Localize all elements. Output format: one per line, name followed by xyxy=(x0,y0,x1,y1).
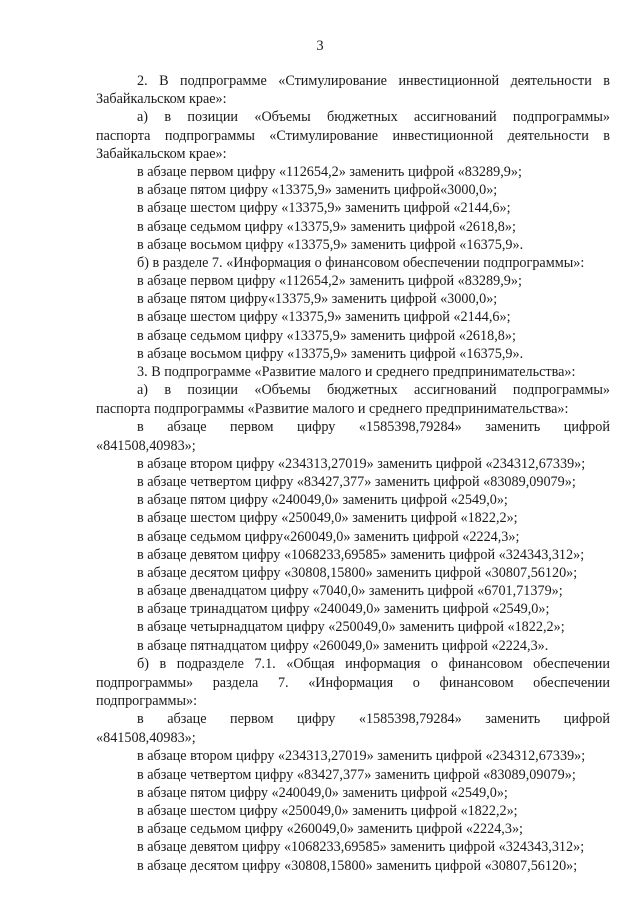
word: в xyxy=(159,655,167,672)
word: «Общая xyxy=(286,655,335,672)
word: «1585398,79284» xyxy=(358,711,462,728)
word: в xyxy=(137,711,144,728)
text-line xyxy=(0,308,640,326)
line-text: Забайкальском крае»: xyxy=(96,91,227,108)
word: ассигнований xyxy=(413,382,497,399)
word: заменить xyxy=(485,419,541,436)
page-number: 3 xyxy=(316,38,324,54)
line-text: в абзаце тринадцатом цифру «240049,0» заменить цифрой «2549,0»; xyxy=(137,601,550,618)
text-line xyxy=(0,400,640,418)
line-text: в абзаце седьмом цифру«260049,0» заменить цифрой «2224,3»; xyxy=(137,528,520,545)
text-line xyxy=(0,145,640,163)
word: цифрой xyxy=(563,711,610,728)
text-line xyxy=(0,327,640,345)
word: в xyxy=(164,109,172,126)
text-line xyxy=(0,254,640,272)
word: подпрограммы xyxy=(164,127,255,144)
text-line xyxy=(0,72,640,90)
word: 2. xyxy=(137,73,148,89)
text-line xyxy=(0,674,640,692)
line-text: подпрограммы»: xyxy=(96,693,198,709)
text-line xyxy=(0,181,640,199)
justified-line xyxy=(137,655,610,673)
text-line xyxy=(0,163,640,181)
word: В xyxy=(159,73,169,89)
text-line xyxy=(0,784,640,802)
word: финансовом xyxy=(439,674,514,691)
word: финансовом xyxy=(448,655,523,672)
line-text: в абзаце пятом цифру «240049,0» заменить цифрой «2549,0»; xyxy=(137,492,508,509)
justified-line xyxy=(137,381,610,399)
word: цифру xyxy=(296,711,336,728)
justified-line xyxy=(137,710,610,728)
line-text: в абзаце шестом цифру «250049,0» заменить цифрой «1822,2»; xyxy=(137,510,518,527)
text-line xyxy=(0,218,640,236)
text-line xyxy=(0,710,640,729)
text-line xyxy=(0,582,640,600)
word: подпрограмме xyxy=(180,73,267,89)
text-line xyxy=(0,90,640,108)
word: заменить xyxy=(485,711,541,728)
text-line xyxy=(0,363,640,381)
word: подпрограммы» xyxy=(96,674,194,691)
line-text: в абзаце шестом цифру «13375,9» заменить цифрой «2144,6»; xyxy=(137,309,511,326)
text-line xyxy=(0,491,640,509)
word: 7. xyxy=(277,674,289,691)
word: в xyxy=(603,73,610,89)
word: абзаце xyxy=(167,419,207,436)
line-text: в абзаце четырнадцатом цифру «250049,0» заменить цифрой «1822,2»; xyxy=(137,619,565,636)
word: «Объемы xyxy=(254,382,311,399)
text-line xyxy=(0,272,640,290)
word: «Стимулирование xyxy=(269,127,379,144)
text-line xyxy=(0,692,640,710)
line-text: в абзаце пятом цифру «240049,0» заменить цифрой «2549,0»; xyxy=(137,784,508,801)
line-text: в абзаце четвертом цифру «83427,377» заменить цифрой «83089,09079»; xyxy=(137,766,576,783)
justified-line xyxy=(96,674,610,692)
justified-line xyxy=(96,127,610,145)
text-line xyxy=(0,127,640,145)
text-line xyxy=(0,546,640,564)
justified-line xyxy=(137,418,610,436)
text-line xyxy=(0,600,640,618)
word: позиции xyxy=(187,382,239,399)
justified-line xyxy=(137,72,610,90)
text-line xyxy=(0,381,640,400)
word: позиции xyxy=(187,109,239,126)
word: в xyxy=(603,127,610,144)
text-line xyxy=(0,637,640,655)
text-line xyxy=(0,618,640,636)
line-text: в абзаце седьмом цифру «13375,9» заменить цифрой «2618,8»; xyxy=(137,218,516,235)
line-text: в абзаце седьмом цифру «13375,9» заменить цифрой «2618,8»; xyxy=(137,327,516,344)
word: «Стимулирование xyxy=(278,73,387,89)
text-line xyxy=(0,473,640,491)
line-text: в абзаце девятом цифру «1068233,69585» заменить цифрой «324343,312»; xyxy=(137,546,585,563)
word: бюджетных xyxy=(327,109,398,126)
text-line xyxy=(0,345,640,363)
text-line xyxy=(0,528,640,546)
word: инвестиционной xyxy=(398,73,500,89)
word: цифрой xyxy=(563,419,610,436)
text-line xyxy=(0,729,640,747)
text-line xyxy=(0,564,640,582)
text-line xyxy=(0,766,640,784)
line-text: в абзаце втором цифру «234313,27019» заменить цифрой «234312,67339»; xyxy=(137,455,586,472)
word: подразделе xyxy=(176,655,244,672)
line-text: 3. В подпрограмме «Развитие малого и среднего предпринимательства»: xyxy=(137,364,576,380)
line-text: «841508,40983»; xyxy=(96,730,196,747)
justified-line xyxy=(137,108,610,126)
word: обеспечении xyxy=(533,674,610,691)
word: обеспечении xyxy=(533,655,610,672)
line-text: в абзаце десятом цифру «30808,15800» заменить цифрой «30807,56120»; xyxy=(137,564,578,581)
line-text: в абзаце втором цифру «234313,27019» заменить цифрой «234312,67339»; xyxy=(137,748,586,765)
word: «Объемы xyxy=(254,109,311,126)
line-text: в абзаце восьмом цифру «13375,9» заменить цифрой «16375,9». xyxy=(137,236,524,253)
word: подпрограммы» xyxy=(512,109,610,126)
text-line xyxy=(0,290,640,308)
word: бюджетных xyxy=(327,382,398,399)
text-line xyxy=(0,236,640,254)
line-text: паспорта подпрограммы «Развитие малого и среднего предпринимательства»: xyxy=(96,401,569,418)
word: «Информация xyxy=(308,674,394,691)
word: первом xyxy=(230,711,274,728)
word: деятельности xyxy=(510,73,592,89)
line-text: в абзаце первом цифру «112654,2» заменить цифрой «83289,9»; xyxy=(137,273,522,290)
word: паспорта xyxy=(96,127,151,144)
document-body xyxy=(0,72,640,875)
line-text: б) в разделе 7. «Информация о финансовом обеспечении подпрограммы»: xyxy=(137,254,585,271)
line-text: в абзаце первом цифру «112654,2» заменить цифрой «83289,9»; xyxy=(137,163,522,180)
word: а) xyxy=(137,382,149,399)
line-text: в абзаце седьмом цифру «260049,0» заменить цифрой «2224,3»; xyxy=(137,821,523,838)
line-text: в абзаце девятом цифру «1068233,69585» заменить цифрой «324343,312»; xyxy=(137,839,585,856)
line-text: в абзаце пятом цифру«13375,9» заменить цифрой «3000,0»; xyxy=(137,291,498,308)
line-text: в абзаце восьмом цифру «13375,9» заменить цифрой «16375,9». xyxy=(137,345,524,362)
word: б) xyxy=(137,655,149,672)
text-line xyxy=(0,108,640,126)
word: цифру xyxy=(296,419,336,436)
line-text: «841508,40983»; xyxy=(96,437,196,454)
text-line xyxy=(0,455,640,473)
word: 7.1. xyxy=(254,655,276,672)
word: инвестиционной xyxy=(392,127,494,144)
word: раздела xyxy=(212,674,259,691)
text-line xyxy=(0,437,640,455)
word: в xyxy=(137,419,144,436)
word: а) xyxy=(137,109,149,126)
line-text: в абзаце шестом цифру «13375,9» заменить цифрой «2144,6»; xyxy=(137,200,511,217)
line-text: в абзаце шестом цифру «250049,0» заменить цифрой «1822,2»; xyxy=(137,802,518,819)
line-text: в абзаце четвертом цифру «83427,377» заменить цифрой «83089,09079»; xyxy=(137,473,576,490)
text-line xyxy=(0,655,640,674)
word: абзаце xyxy=(167,711,207,728)
line-text: в абзаце пятнадцатом цифру «260049,0» заменить цифрой «2224,3». xyxy=(137,637,549,654)
word: о xyxy=(430,655,439,672)
text-line xyxy=(0,838,640,856)
line-text: в абзаце двенадцатом цифру «7040,0» заменить цифрой «6701,71379»; xyxy=(137,583,563,600)
line-text: в абзаце десятом цифру «30808,15800» заменить цифрой «30807,56120»; xyxy=(137,857,578,874)
text-line xyxy=(0,857,640,875)
text-line xyxy=(0,199,640,217)
line-text: Забайкальском крае»: xyxy=(96,145,227,162)
word: в xyxy=(164,382,172,399)
text-line xyxy=(0,509,640,527)
word: о xyxy=(412,674,420,691)
word: ассигнований xyxy=(413,109,497,126)
text-line xyxy=(0,418,640,436)
text-line xyxy=(0,820,640,838)
line-text: в абзаце пятом цифру «13375,9» заменить цифрой«3000,0»; xyxy=(137,182,498,199)
word: «1585398,79284» xyxy=(358,419,462,436)
word: подпрограммы» xyxy=(512,382,610,399)
text-line xyxy=(0,802,640,820)
word: первом xyxy=(230,419,274,436)
word: деятельности xyxy=(507,127,589,144)
text-line xyxy=(0,747,640,765)
word: информация xyxy=(345,655,421,672)
